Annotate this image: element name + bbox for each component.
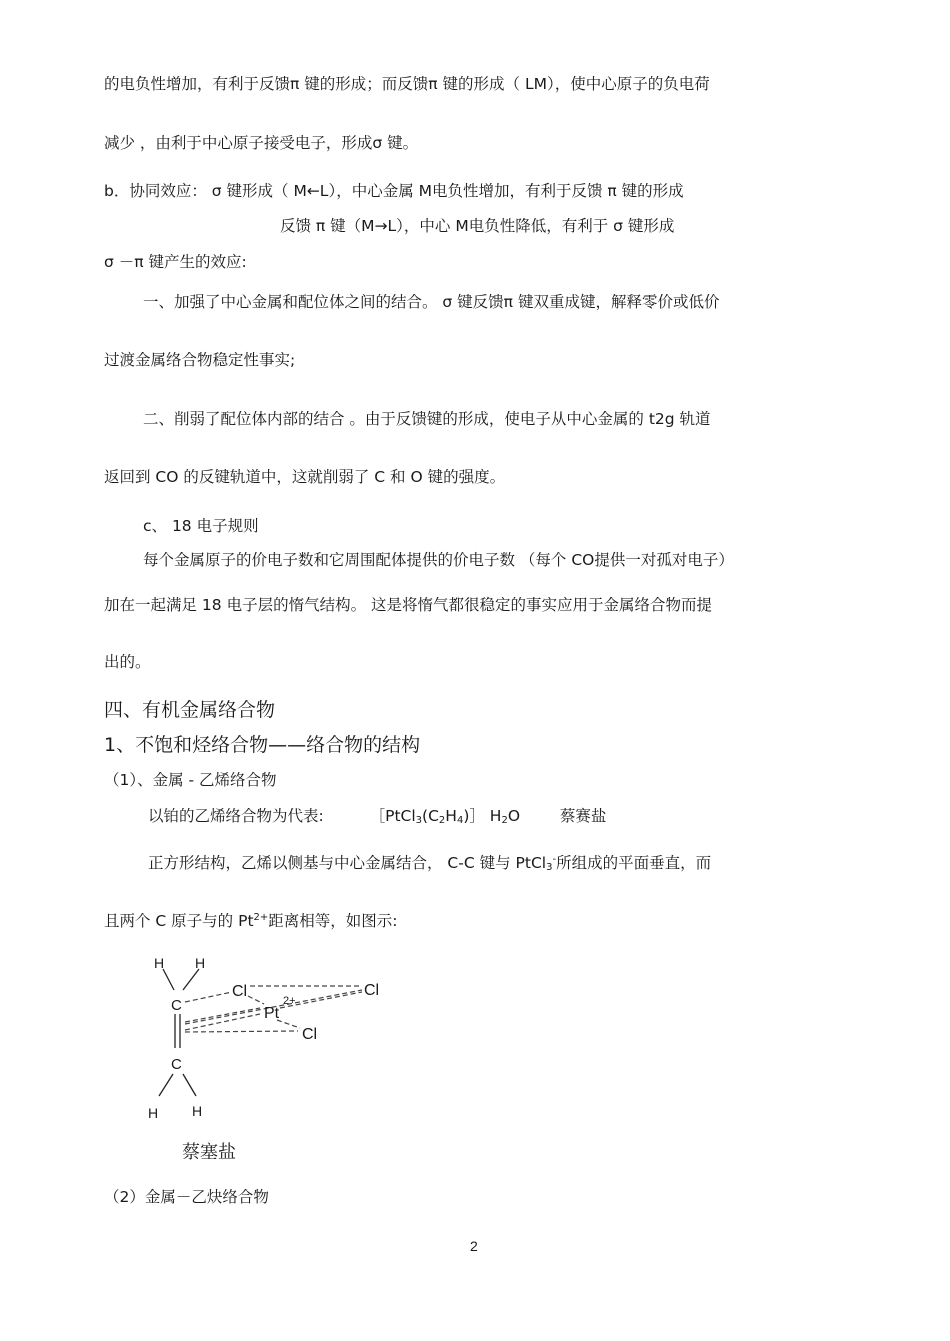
page-number: 2 — [470, 1238, 478, 1254]
paragraph-line-13: 出的。 — [104, 653, 151, 671]
bond-h2-c1 — [183, 969, 199, 990]
paragraph-line-12: 加在一起满足 18 电子层的惰气结构。 这是将惰气都很稳定的事实应用于金属络合物而提 — [104, 596, 713, 614]
paragraph-line-7: 过渡金属络合物稳定性事实; — [104, 351, 296, 369]
atom-h-1: H — [154, 955, 165, 971]
formula-bracket-open: ［PtCl — [369, 807, 416, 825]
atom-pt: Pt — [264, 1005, 280, 1022]
atom-pt-charge: 2+ — [283, 995, 296, 1007]
equal-distance-line — [104, 908, 398, 931]
paragraph-line-3: b．协同效应： σ 键形成（ M←L），中心金属 M电负性增加，有利于反馈 π 键的形成 — [104, 182, 684, 200]
paragraph-line-2: 减少 ，由利于中心原子接受电子，形成σ 键。 — [104, 134, 419, 152]
atom-h-3: H — [148, 1105, 159, 1121]
structure-line — [148, 850, 711, 878]
equal-part-2: 距离相等，如图示: — [268, 912, 398, 930]
atom-cl-1: Cl — [232, 983, 248, 1000]
equal-sup-charge: 2+ — [253, 912, 269, 923]
bond-c2-h3 — [159, 1074, 173, 1096]
atom-c-2: C — [171, 1056, 182, 1073]
formula-sub-4: 4 — [456, 815, 464, 826]
formula-o: O — [507, 807, 521, 825]
bond-h1-c1 — [163, 969, 174, 990]
subsection-heading: 1、不饱和烃络合物——络合物的结构 — [104, 734, 421, 756]
dash-c1-cl1 — [185, 992, 232, 1002]
formula-sub-water: 2 — [501, 815, 508, 826]
formula-line — [148, 806, 606, 831]
formula-sub-3: 3 — [415, 815, 423, 826]
atom-cl-3: Cl — [302, 1026, 318, 1043]
dash-c1-pt — [185, 1008, 260, 1022]
atom-h-2: H — [195, 955, 206, 971]
atom-c-1: C — [171, 997, 182, 1014]
formula-h: H — [445, 807, 457, 825]
formula-name: 蔡赛盐 — [559, 807, 607, 825]
atom-cl-2: Cl — [364, 982, 380, 999]
sub-subsection-heading: （1）、金属 - 乙烯络合物 — [104, 771, 277, 789]
atom-h-4: H — [192, 1103, 203, 1119]
structure-sub-3: 3 — [546, 862, 553, 873]
dash-c2-cl3 — [185, 1031, 298, 1032]
structure-part-2: 所组成的平面垂直，而 — [556, 854, 712, 872]
formula-paren-open: (C — [422, 807, 439, 825]
paragraph-line-5: σ －π 键产生的效应: — [104, 253, 247, 271]
formula-sub-2: 2 — [438, 815, 446, 826]
bond-c2-h4 — [183, 1074, 196, 1096]
acetylene-heading: （2）金属－乙炔络合物 — [104, 1188, 269, 1206]
paragraph-line-11: 每个金属原子的价电子数和它周围配体提供的价电子数 （每个 CO提供一对孤对电子） — [143, 551, 734, 569]
paragraph-line-4: 反馈 π 键（M→L），中心 M电负性降低，有利于 σ 键形成 — [280, 217, 675, 235]
formula-bracket-close: )］ H — [463, 807, 502, 825]
structure-part-1: 正方形结构，乙烯以侧基与中心金属结合， C-C 键与 PtCl — [148, 854, 547, 872]
diagram-caption: 蔡塞盐 — [182, 1142, 236, 1163]
paragraph-line-1: 的电负性增加，有利于反馈π 键的形成；而反馈π 键的形成（ LM），使中心原子的负电荷 — [104, 75, 710, 93]
zeise-salt-structure-diagram — [140, 948, 420, 1128]
paragraph-line-6: 一、加强了中心金属和配位体之间的结合。 σ 键反馈π 键双重成键，解释零价或低价 — [143, 293, 720, 311]
formula-prefix: 以铂的乙烯络合物为代表: — [148, 807, 324, 825]
paragraph-line-8: 二、削弱了配位体内部的结合 。由于反馈键的形成，使电子从中心金属的 t2g 轨道 — [143, 410, 711, 428]
paragraph-line-9: 返回到 CO 的反键轨道中，这就削弱了 C 和 O 键的强度。 — [104, 468, 506, 486]
equal-part-1: 且两个 C 原子与的 Pt — [104, 912, 254, 930]
dash-pt-cl3 — [277, 1020, 300, 1028]
section-heading: 四、有机金属络合物 — [104, 699, 276, 721]
structure-sup-minus: - — [552, 854, 557, 865]
paragraph-line-10: c、 18 电子规则 — [143, 517, 259, 535]
dash-cl1-pt — [248, 996, 264, 1004]
